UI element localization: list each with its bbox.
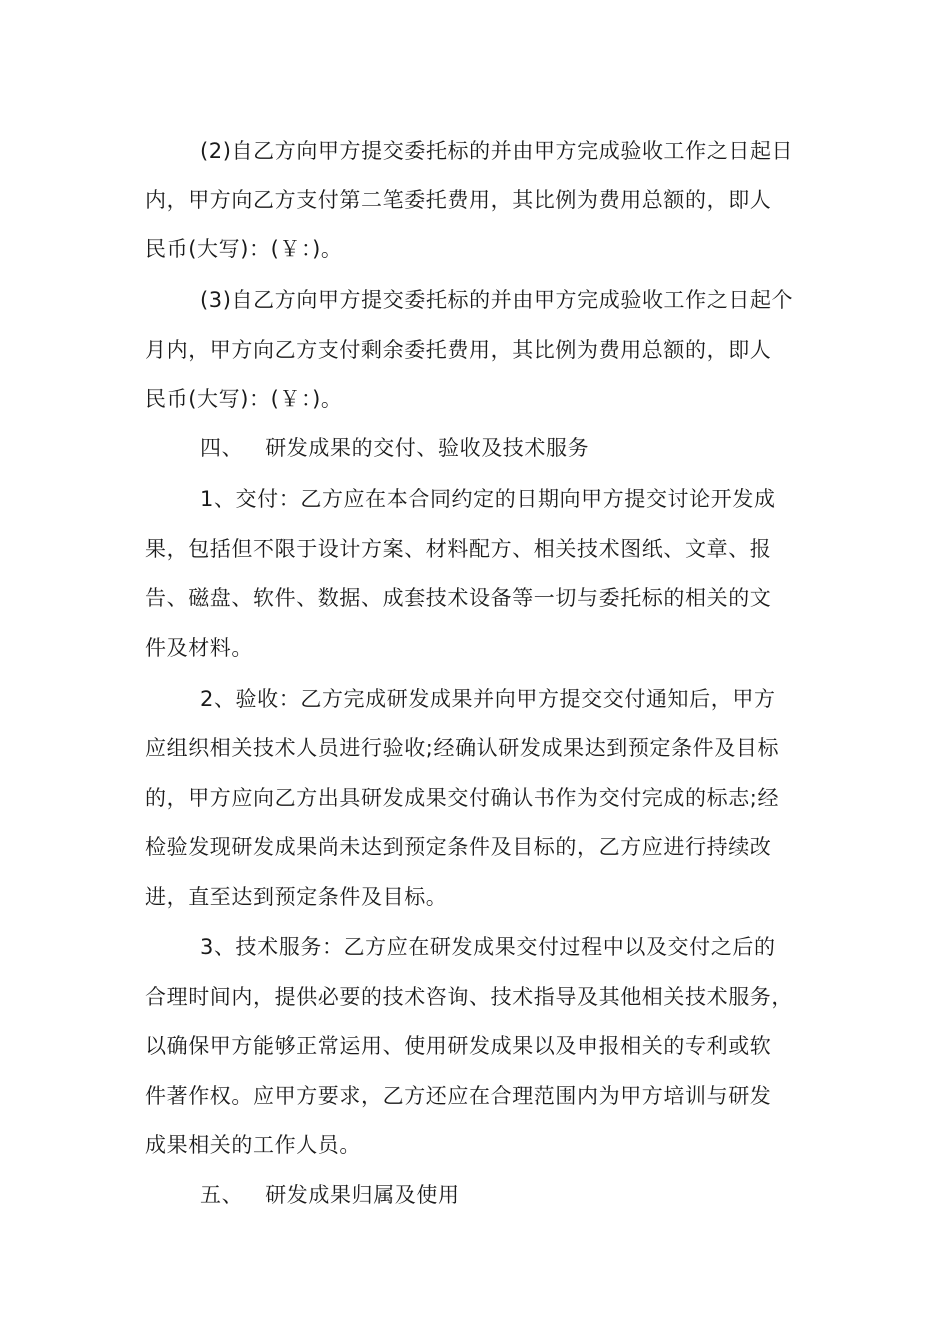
paragraph-line: 应组织相关技术人员进行验收;经确认研发成果达到预定条件及目标 — [145, 736, 780, 760]
paragraph-line: 1、交付：乙方应在本合同约定的日期向甲方提交讨论开发成 — [200, 487, 776, 511]
section-title: 研发成果的交付、验收及技术服务 — [265, 436, 590, 460]
paragraph-line: 民币(大写)：(￥：)。 — [145, 237, 343, 261]
paragraph-line: 月内，甲方向乙方支付剩余委托费用，其比例为费用总额的，即人 — [145, 338, 772, 362]
section-heading — [200, 1181, 460, 1209]
paragraph-line: 合理时间内，提供必要的技术咨询、技术指导及其他相关技术服务， — [145, 985, 793, 1009]
section-title: 研发成果归属及使用 — [265, 1183, 460, 1207]
section-number: 四、 — [200, 436, 244, 460]
paragraph-line: 件著作权。应甲方要求，乙方还应在合理范围内为甲方培训与研发 — [145, 1084, 772, 1108]
paragraph-line: (2)自乙方向甲方提交委托标的并由甲方完成验收工作之日起日 — [200, 139, 794, 163]
paragraph-line: 告、磁盘、软件、数据、成套技术设备等一切与委托标的相关的文 — [145, 586, 772, 610]
section-number: 五、 — [200, 1183, 244, 1207]
paragraph-line: 3、技术服务：乙方应在研发成果交付过程中以及交付之后的 — [200, 935, 776, 959]
paragraph-line: 以确保甲方能够正常运用、使用研发成果以及申报相关的专利或软 — [145, 1034, 772, 1058]
paragraph-line: 内，甲方向乙方支付第二笔委托费用，其比例为费用总额的，即人 — [145, 188, 772, 212]
paragraph-line: 2、验收：乙方完成研发成果并向甲方提交交付通知后，甲方 — [200, 687, 776, 711]
paragraph-line: 件及材料。 — [145, 636, 253, 660]
paragraph-line: 果，包括但不限于设计方案、材料配方、相关技术图纸、文章、报 — [145, 537, 772, 561]
paragraph-line: (3)自乙方向甲方提交委托标的并由甲方完成验收工作之日起个 — [200, 288, 794, 312]
paragraph-line: 检验发现研发成果尚未达到预定条件及目标的，乙方应进行持续改 — [145, 835, 772, 859]
paragraph-line: 进，直至达到预定条件及目标。 — [145, 885, 448, 909]
section-heading — [200, 434, 589, 462]
paragraph-line: 成果相关的工作人员。 — [145, 1133, 361, 1157]
paragraph-line: 民币(大写)：(￥：)。 — [145, 387, 343, 411]
paragraph-line: 的，甲方应向乙方出具研发成果交付确认书作为交付完成的标志;经 — [145, 786, 780, 810]
